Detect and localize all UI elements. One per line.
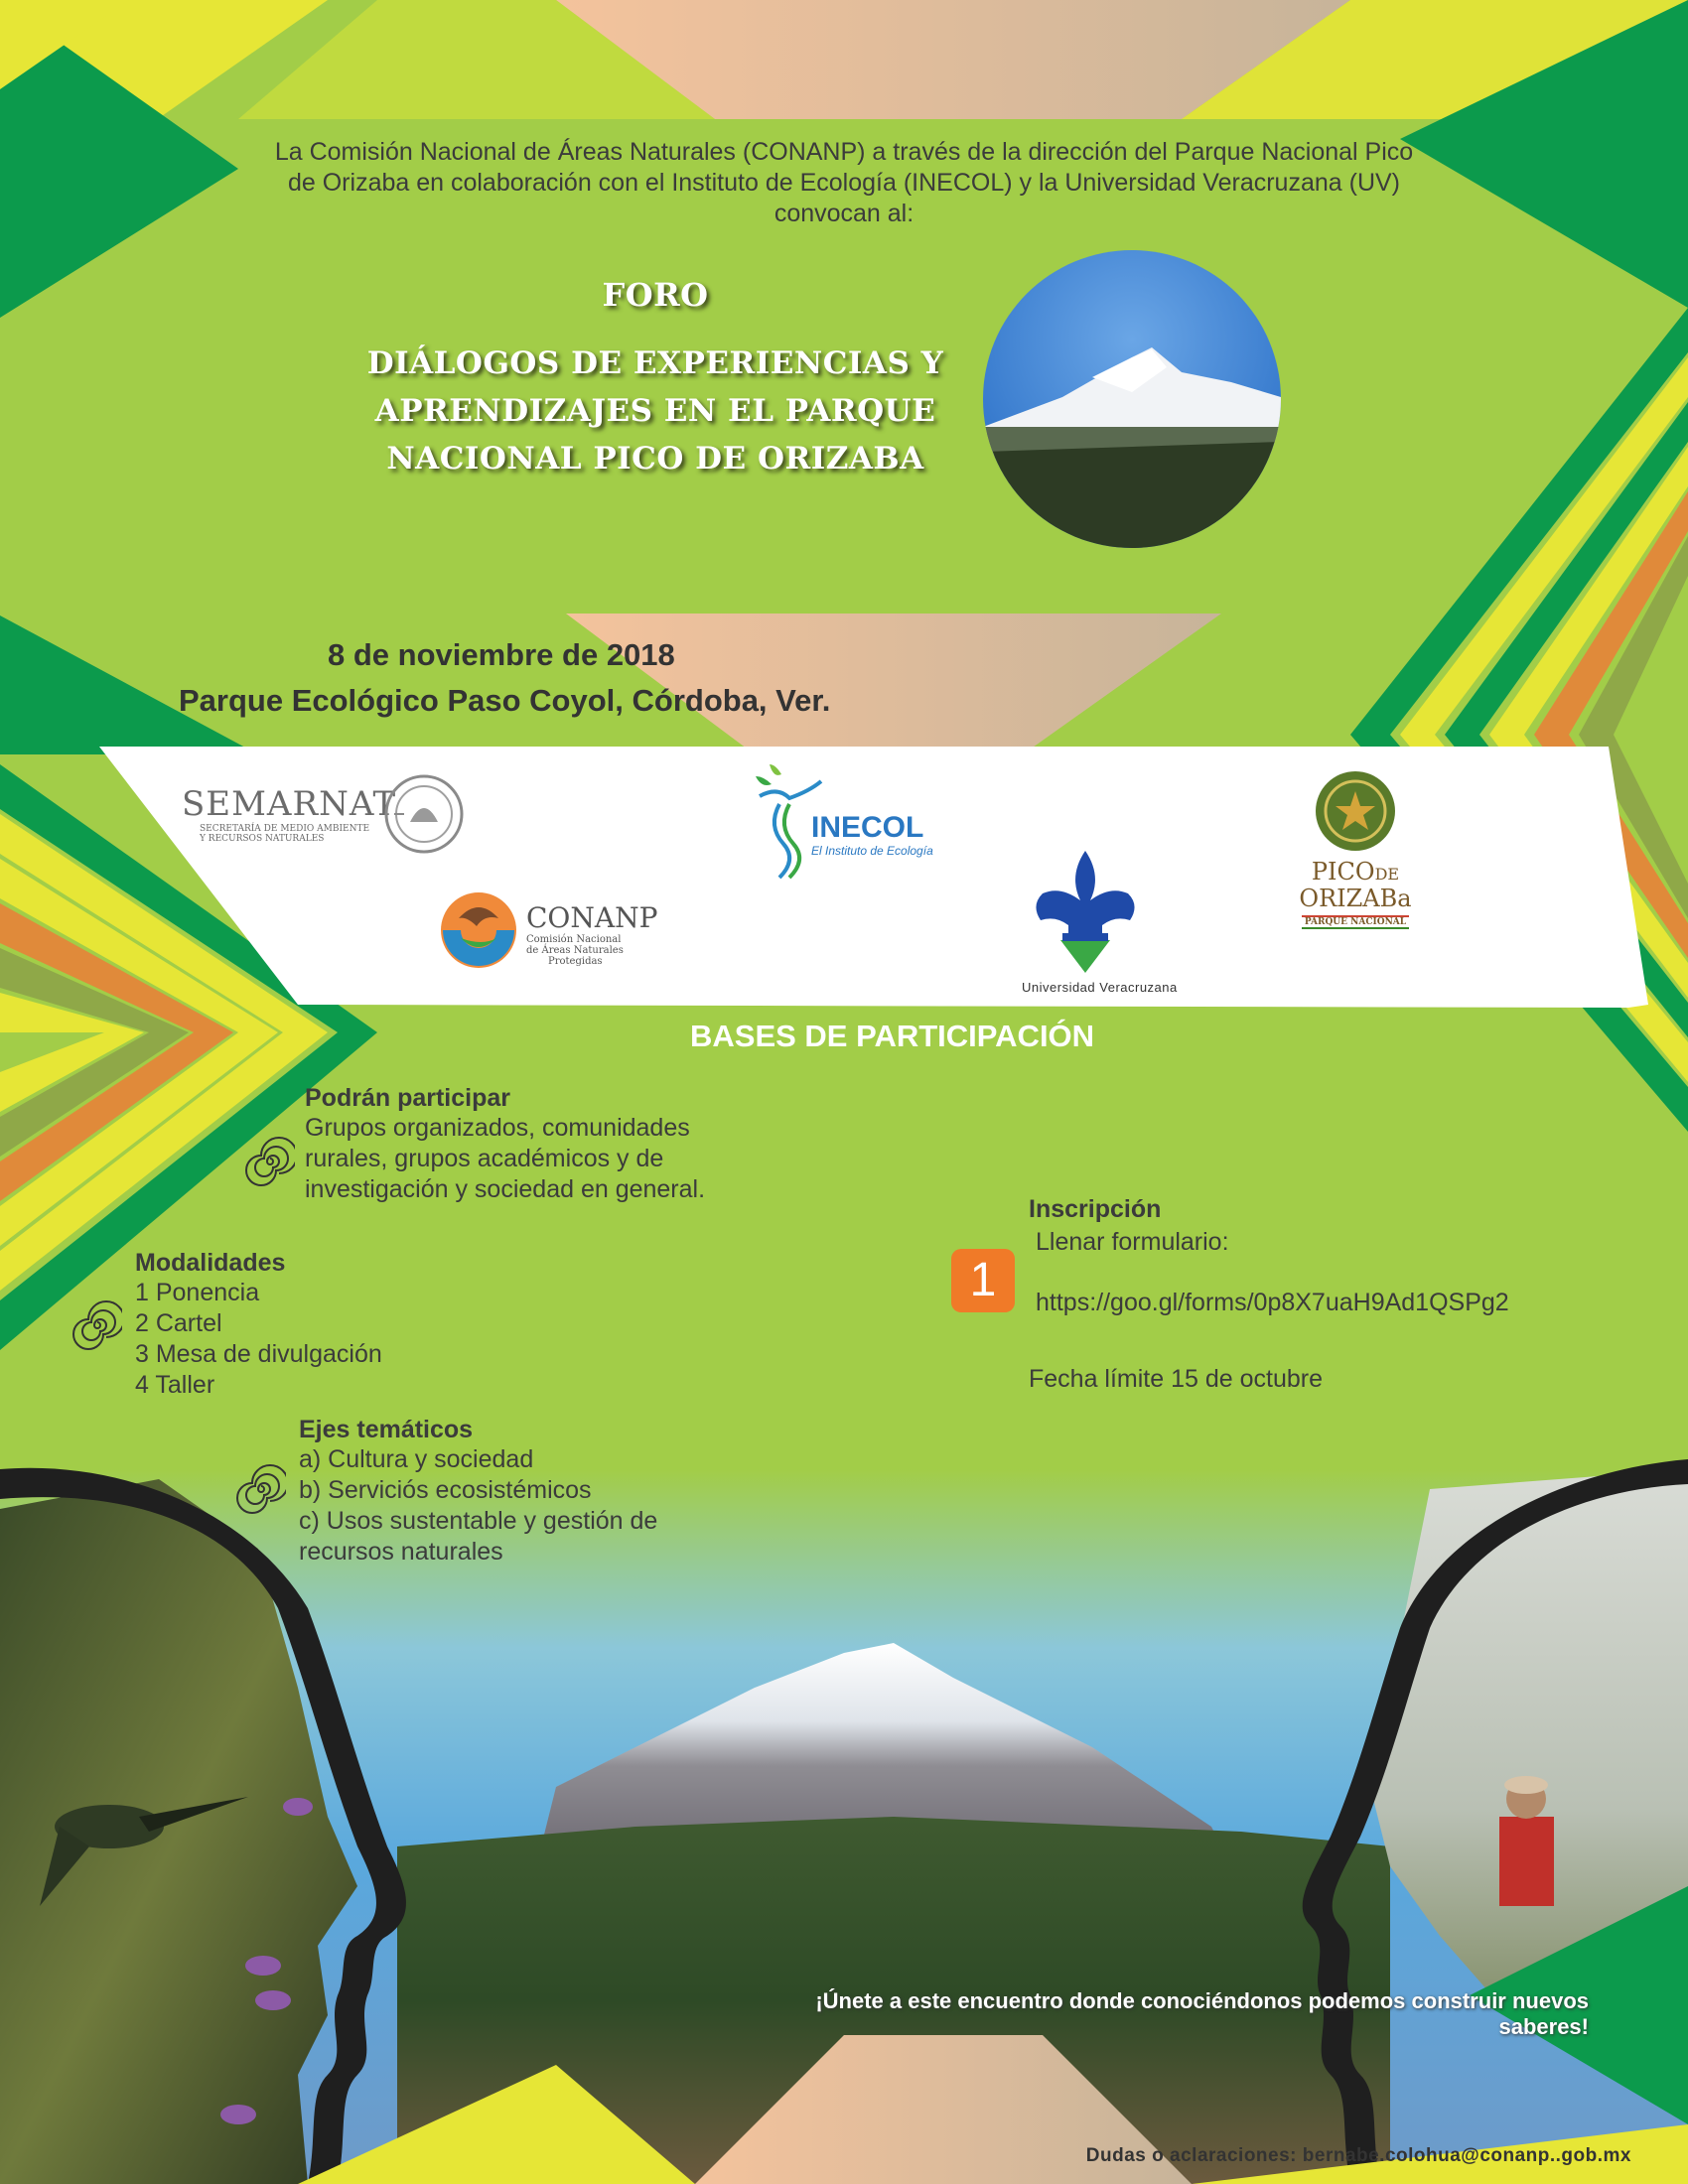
registration-form-link[interactable]: https://goo.gl/forms/0p8X7uaH9Ad1QSPg2 [1036,1289,1509,1316]
intro-text [179,137,1509,229]
themes-section [299,1416,657,1568]
theme-item: recursos naturales [299,1538,503,1566]
spiral-icon [245,1137,295,1186]
themes-title: Ejes temáticos [299,1416,474,1443]
event-place: Parque Ecológico Paso Coyol, Córdoba, Ver. [179,683,831,718]
spiral-icon [236,1464,286,1514]
pico-de-word: DE [1374,865,1400,884]
participants-section [305,1084,705,1205]
pico-sub: PARQUE NACIONAL [1302,915,1409,929]
participants-line-3: investigación y sociedad en general. [305,1175,706,1203]
event-date: 8 de noviembre de 2018 [328,637,675,672]
modality-item: 4 Taller [135,1371,215,1399]
semarnat-name: SEMARNAT [182,784,397,824]
pico-orizaba-logo [1296,766,1415,929]
forum-subtitle [328,340,983,482]
participants-title: Podrán participar [305,1084,510,1112]
modality-item: 2 Cartel [135,1309,222,1337]
intro-line-2: de Orizaba en colaboración con el Instituto de Ecología (INECOL) y la Universidad Veracruzana (UV) [287,169,1400,197]
theme-item: b) Serviciós ecosistémicos [299,1476,592,1504]
theme-item: c) Usos sustentable y gestión de [299,1507,658,1535]
uv-name: Universidad Veracruzana [1022,980,1178,995]
forum-subtitle-line-3: NACIONAL PICO DE ORIZABA [386,441,924,477]
semarnat-sub-1: SECRETARÍA DE MEDIO AMBIENTE [200,824,370,834]
inecol-logo [750,756,933,886]
theme-item: a) Cultura y sociedad [299,1445,534,1473]
registration-step-text: Llenar formulario: [1036,1228,1229,1256]
bases-title: BASES DE PARTICIPACIÓN [690,1019,1095,1053]
forum-title: FORO [602,276,709,314]
modality-item: 3 Mesa de divulgación [135,1340,382,1368]
intro-line-3: convocan al: [774,200,914,227]
semarnat-sub-2: Y RECURSOS NATURALES [200,834,325,844]
modalities-section [135,1249,382,1401]
participants-line-1: Grupos organizados, comunidades [305,1114,690,1142]
mexico-seal-icon [382,772,467,857]
contact-info: Dudas o aclaraciones: bernabe.colohua@conanp..gob.mx [1085,2145,1631,2166]
participants-line-2: rurales, grupos académicos y de [305,1145,664,1172]
inecol-name: INECOL [811,811,924,844]
fleur-de-lis-icon [1021,846,1150,975]
conanp-emblem-icon [437,888,521,973]
conanp-sub-3: Protegidas [548,956,603,967]
spiral-icon [72,1300,122,1350]
intro-line-1: La Comisión Nacional de Áreas Naturales (CONANP) a través de la dirección del Parque Nacional Pico [274,138,1414,166]
conanp-name: CONANP [526,901,658,934]
park-emblem-icon [1311,766,1400,856]
pico-name-1 [1296,858,1415,886]
registration-deadline: Fecha límite 15 de octubre [1029,1365,1323,1393]
pico-name-2: ORIZABa [1299,885,1412,912]
conanp-logo [526,901,657,967]
closing-message: ¡Únete a este encuentro donde conociéndonos podemos construir nuevos saberes! [815,1988,1589,2039]
inecol-sub: El Instituto de Ecología [811,844,933,858]
forum-subtitle-line-2: APRENDIZAJES EN EL PARQUE [374,393,936,429]
registration-title: Inscripción [1029,1195,1162,1223]
modality-item: 1 Ponencia [135,1279,260,1306]
conanp-sub-2: de Áreas Naturales [526,945,624,956]
uv-logo [1021,846,1178,995]
conanp-sub-1: Comisión Nacional [526,934,622,945]
pico-word: PICO [1311,858,1375,886]
modalities-title: Modalidades [135,1249,286,1277]
step-number-badge: 1 [951,1249,1015,1312]
semarnat-logo [182,784,396,844]
forum-subtitle-line-1: DIÁLOGOS DE EXPERIENCIAS Y [366,345,944,381]
